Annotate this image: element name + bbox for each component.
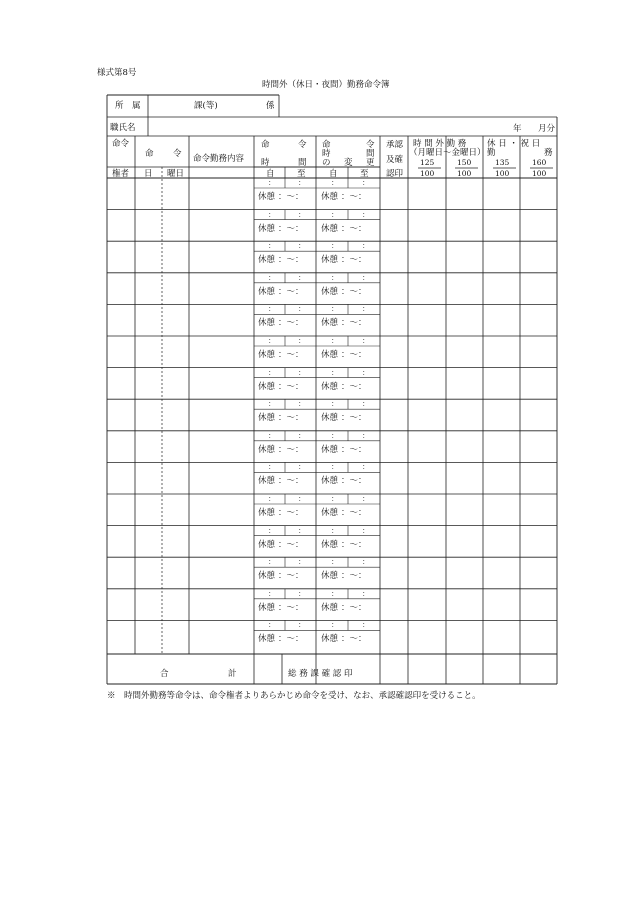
time-colon: ： — [362, 209, 370, 219]
break-label: 休憩 — [321, 539, 339, 550]
time-colon: ： — [362, 367, 370, 377]
break-range: ：～： — [341, 476, 367, 487]
month-label: 月分 — [538, 124, 556, 134]
break-range: ：～： — [341, 444, 367, 455]
time-colon: ： — [298, 620, 306, 630]
from-label: 自 — [266, 169, 275, 179]
to-label: 至 — [297, 169, 306, 179]
break-label: 休憩 — [258, 539, 276, 550]
break-range: ：～： — [278, 286, 304, 297]
order-time-d: 間 — [298, 158, 307, 168]
rate-top-1: 125 — [420, 158, 435, 167]
change-b: 令 — [366, 140, 375, 150]
time-colon: ： — [331, 399, 339, 409]
time-colon: ： — [268, 336, 276, 345]
from-label-2: 自 — [329, 169, 338, 179]
break-label: 休憩 — [321, 413, 339, 424]
break-range: ：～： — [278, 602, 304, 613]
break-label: 休憩 — [321, 192, 339, 202]
break-label: 休憩 — [321, 444, 339, 455]
rate-bottom-2: 100 — [457, 169, 472, 178]
time-colon: ： — [362, 178, 370, 187]
break-range: ：～： — [278, 223, 304, 234]
time-colon: ： — [362, 588, 370, 598]
content-label: 命令勤務内容 — [193, 154, 245, 164]
time-colon: ： — [268, 430, 276, 440]
time-colon: ： — [362, 525, 370, 535]
order-label-a: 命 — [145, 149, 154, 159]
time-colon: ： — [331, 367, 339, 377]
time-colon: ： — [268, 241, 276, 251]
break-label: 休憩 — [258, 444, 276, 455]
break-range: ：～： — [278, 318, 304, 329]
approval-label-b: 及確 — [386, 155, 404, 165]
time-colon: ： — [331, 336, 339, 345]
break-label: 休憩 — [258, 318, 276, 329]
break-range: ：～： — [278, 350, 304, 360]
section-label: 課(等) — [194, 101, 218, 111]
break-label: 休憩 — [321, 476, 339, 487]
break-range: ：～： — [341, 286, 367, 297]
break-range: ：～： — [278, 476, 304, 487]
break-range: ：～： — [278, 444, 304, 455]
break-range: ：～： — [341, 223, 367, 234]
time-colon: ： — [298, 430, 306, 440]
time-colon: ： — [298, 336, 306, 345]
time-colon: ： — [362, 494, 370, 503]
issuer-top-label: 命令 — [112, 139, 130, 149]
time-colon: ： — [362, 272, 370, 282]
change-e: の — [322, 158, 331, 168]
break-range: ：～： — [341, 508, 367, 518]
weekday-label: 曜日 — [167, 169, 185, 179]
page-title: 時間外（休日・夜間）勤務命令簿 — [262, 80, 390, 90]
affiliation-label: 所 属 — [115, 101, 141, 111]
time-colon: ： — [331, 525, 339, 535]
change-g: 更 — [366, 158, 375, 168]
time-colon: ： — [362, 336, 370, 345]
time-colon: ： — [331, 272, 339, 282]
time-colon: ： — [362, 430, 370, 440]
time-colon: ： — [331, 241, 339, 251]
break-range: ：～： — [278, 192, 304, 202]
break-range: ：～： — [278, 571, 304, 582]
break-range: ：～： — [341, 602, 367, 613]
time-colon: ： — [362, 241, 370, 251]
rate-bottom-4: 100 — [532, 169, 547, 178]
break-range: ：～： — [341, 255, 367, 266]
time-colon: ： — [298, 241, 306, 251]
time-colon: ： — [268, 209, 276, 219]
time-colon: ： — [298, 399, 306, 409]
break-label: 休憩 — [321, 350, 339, 360]
change-c: 時 — [322, 149, 331, 159]
break-label: 休憩 — [321, 286, 339, 297]
break-label: 休憩 — [258, 413, 276, 424]
time-colon: ： — [268, 367, 276, 377]
rate-bottom-3: 100 — [495, 169, 510, 178]
break-range: ：～： — [341, 350, 367, 360]
time-colon: ： — [268, 272, 276, 282]
break-label: 休憩 — [258, 223, 276, 234]
break-label: 休憩 — [258, 255, 276, 266]
time-colon: ： — [362, 557, 370, 567]
time-colon: ： — [268, 399, 276, 409]
time-colon: ： — [362, 620, 370, 630]
general-affairs-confirm-label: 総 務 課 確 認 印 — [288, 669, 353, 679]
break-range: ：～： — [278, 634, 304, 645]
time-colon: ： — [331, 462, 339, 472]
break-label: 休憩 — [258, 571, 276, 582]
time-colon: ： — [298, 588, 306, 598]
time-colon: ： — [362, 304, 370, 314]
break-label: 休憩 — [258, 476, 276, 487]
time-colon: ： — [298, 494, 306, 503]
order-time-b: 令 — [298, 140, 307, 150]
time-colon: ： — [268, 304, 276, 314]
to-label-2: 至 — [360, 169, 369, 179]
time-colon: ： — [331, 209, 339, 219]
time-colon: ： — [331, 430, 339, 440]
time-colon: ： — [268, 494, 276, 503]
time-colon: ： — [298, 367, 306, 377]
unit-label: 係 — [266, 101, 275, 111]
time-colon: ： — [331, 494, 339, 503]
break-label: 休憩 — [321, 508, 339, 518]
time-colon: ： — [268, 620, 276, 630]
holiday-label-b: 勤 — [487, 148, 496, 158]
break-label: 休憩 — [321, 255, 339, 266]
break-label: 休憩 — [258, 602, 276, 613]
break-range: ：～： — [341, 192, 367, 202]
issuer-bottom-label: 権者 — [112, 169, 130, 179]
break-range: ：～： — [278, 255, 304, 266]
holiday-label-a: 休 日 ・ 祝 日 — [487, 139, 541, 149]
time-colon: ： — [298, 304, 306, 314]
order-time-a: 命 — [261, 140, 270, 150]
break-label: 休憩 — [258, 381, 276, 392]
rate-top-4: 160 — [532, 158, 547, 167]
break-range: ：～： — [278, 413, 304, 424]
time-colon: ： — [268, 462, 276, 472]
total-label-right: 計 — [228, 669, 237, 679]
break-label: 休憩 — [321, 223, 339, 234]
approval-label-c: 認印 — [386, 169, 404, 179]
break-range: ：～： — [341, 571, 367, 582]
time-colon: ： — [331, 588, 339, 598]
approval-label-a: 承認 — [386, 140, 404, 150]
time-colon: ： — [298, 209, 306, 219]
break-range: ：～： — [341, 413, 367, 424]
break-range: ：～： — [341, 318, 367, 329]
time-colon: ： — [298, 462, 306, 472]
break-range: ：～： — [341, 634, 367, 645]
break-label: 休憩 — [321, 318, 339, 329]
break-label: 休憩 — [258, 350, 276, 360]
change-f: 変 — [344, 158, 353, 168]
rate-top-3: 135 — [495, 158, 510, 167]
break-range: ：～： — [278, 539, 304, 550]
footnote: ※ 時間外勤務等命令は、命令権者よりあらかじめ命令を受け、なお、承認確認印を受けること。 — [107, 691, 481, 701]
break-label: 休憩 — [258, 634, 276, 645]
time-colon: ： — [298, 272, 306, 282]
holiday-label-c: 務 — [544, 148, 553, 158]
break-range: ：～： — [341, 381, 367, 392]
time-colon: ： — [268, 525, 276, 535]
break-range: ：～： — [278, 508, 304, 518]
time-colon: ： — [298, 178, 306, 187]
weekday-ot-sub: （月曜日～金曜日） — [409, 148, 486, 158]
weekday-ot-title: 時 間 外 勤 務 — [413, 139, 467, 149]
rate-top-2: 150 — [457, 158, 472, 167]
day-label: 日 — [144, 169, 153, 179]
rate-bottom-1: 100 — [420, 169, 435, 178]
time-colon: ： — [268, 178, 276, 187]
break-range: ：～： — [278, 381, 304, 392]
break-label: 休憩 — [321, 571, 339, 582]
time-colon: ： — [331, 304, 339, 314]
time-colon: ： — [362, 462, 370, 472]
break-range: ：～： — [341, 539, 367, 550]
time-colon: ： — [298, 557, 306, 567]
order-time-c: 時 — [261, 158, 270, 168]
break-label: 休憩 — [258, 192, 276, 202]
time-colon: ： — [298, 525, 306, 535]
year-label: 年 — [513, 124, 522, 134]
time-colon: ： — [268, 557, 276, 567]
break-label: 休憩 — [258, 286, 276, 297]
change-d: 間 — [366, 149, 375, 159]
name-label: 職氏名 — [110, 123, 136, 133]
break-label: 休憩 — [258, 508, 276, 518]
total-label-left: 合 — [160, 669, 169, 679]
time-colon: ： — [331, 620, 339, 630]
break-label: 休憩 — [321, 602, 339, 613]
order-label-b: 令 — [173, 149, 182, 159]
time-colon: ： — [331, 178, 339, 187]
time-colon: ： — [331, 557, 339, 567]
time-colon: ： — [362, 399, 370, 409]
form-number: 様式第8号 — [97, 68, 137, 78]
break-label: 休憩 — [321, 634, 339, 645]
time-colon: ： — [268, 588, 276, 598]
break-label: 休憩 — [321, 381, 339, 392]
change-a: 命 — [322, 140, 331, 150]
